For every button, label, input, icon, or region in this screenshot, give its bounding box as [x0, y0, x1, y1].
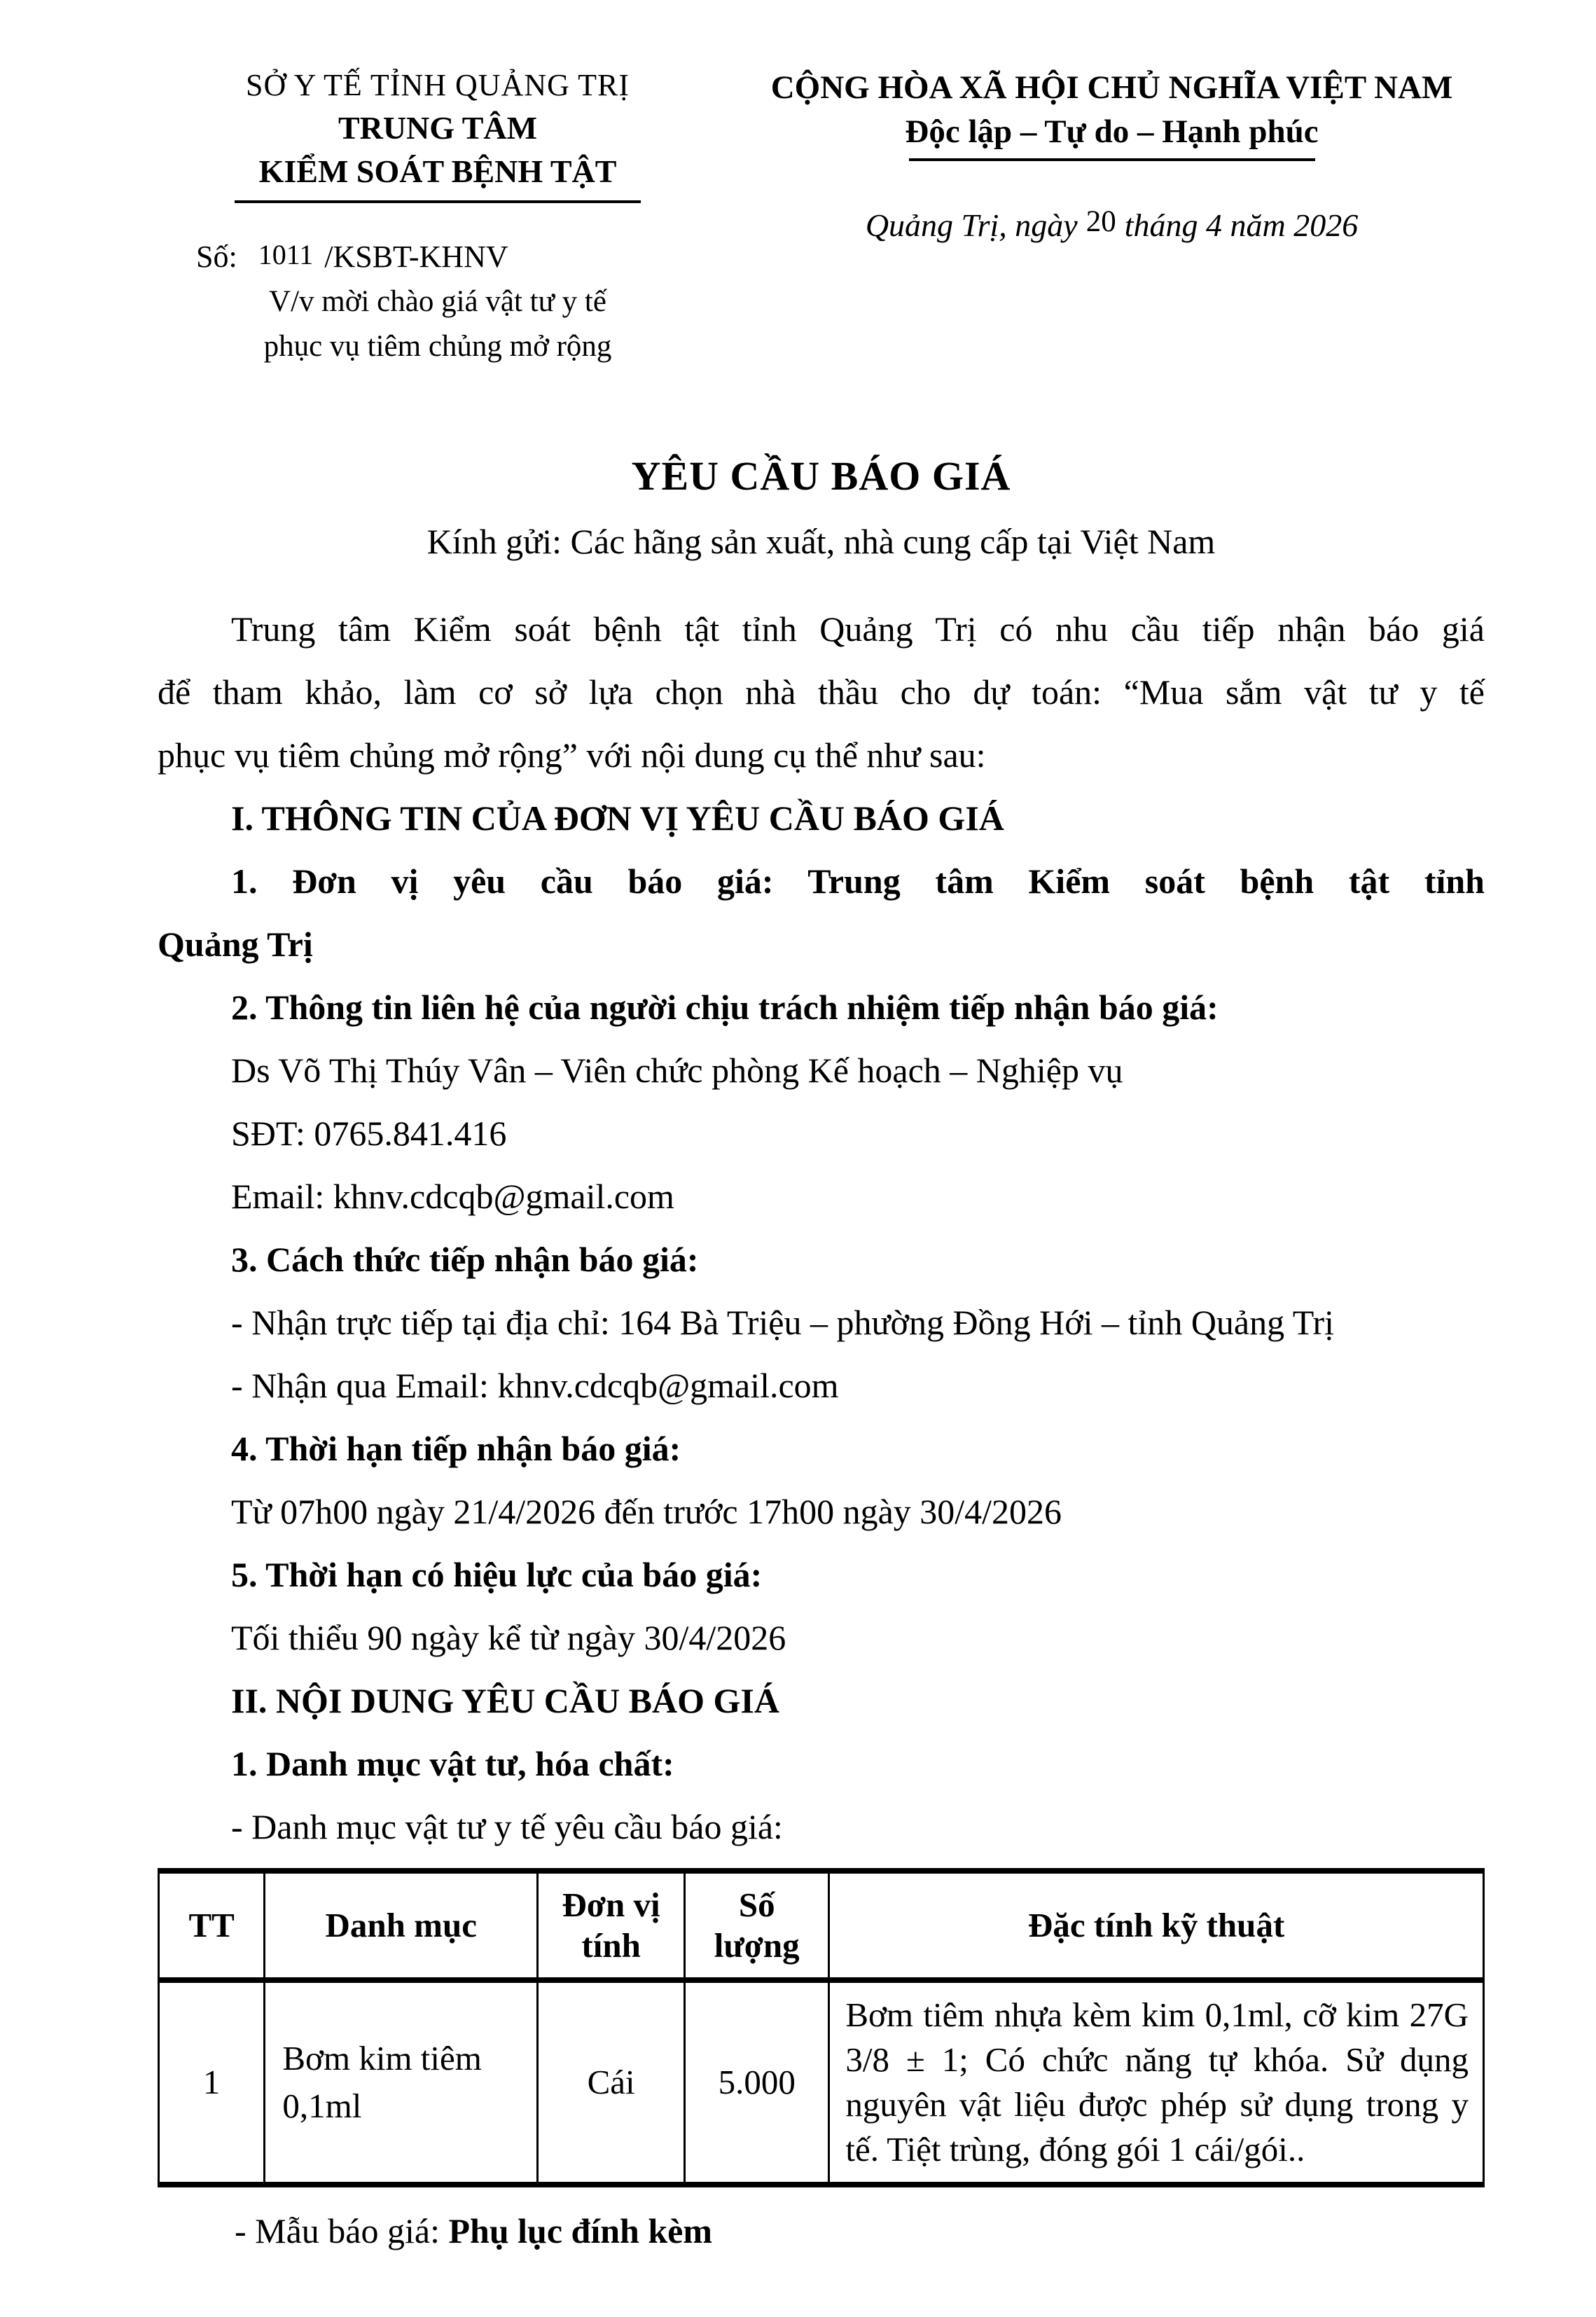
form-note-value: Phụ lục đính kèm — [448, 2211, 712, 2250]
validity-line: Tối thiểu 90 ngày kể từ ngày 30/4/2026 — [231, 1618, 786, 1657]
form-note-label: - Mẫu báo giá: — [235, 2211, 440, 2250]
cell-don-vi-tinh: Cái — [538, 1980, 685, 2185]
contact-phone-line: SĐT: 0765.841.416 — [231, 1114, 507, 1153]
org-name-line-1: TRUNG TÂM — [338, 110, 538, 146]
motto-underline-divider — [909, 158, 1315, 161]
quotation-table — [158, 1868, 1485, 2187]
section-1-heading: I. THÔNG TIN CỦA ĐƠN VỊ YÊU CẦU BÁO GIÁ — [231, 798, 1004, 838]
subject-line-2: phục vụ tiêm chủng mở rộng — [263, 330, 612, 363]
org-underline-divider — [235, 200, 641, 203]
org-name-line-2: KIỂM SOÁT BỆNH TẬT — [258, 153, 617, 189]
table-row — [159, 1980, 1484, 2185]
receive-direct-line: - Nhận trực tiếp tại địa chỉ: 164 Bà Triệu – phường Đồng Hới – tỉnh Quảng Trị — [231, 1303, 1335, 1342]
national-motto-block — [718, 64, 1485, 249]
receive-email-line: - Nhận qua Email: khnv.cdcqb@gmail.com — [231, 1366, 839, 1405]
ref-suffix: /KSBT-KHNV — [324, 240, 508, 274]
deadline-line: Từ 07h00 ngày 21/4/2026 đến trước 17h00 ngày 30/4/2026 — [231, 1492, 1062, 1531]
section-2-heading: II. NỘI DUNG YÊU CẦU BÁO GIÁ — [231, 1681, 779, 1720]
date-line — [739, 203, 1485, 249]
ref-number: 1011 — [258, 239, 314, 270]
date-place-prefix: Quảng Trị, ngày — [865, 207, 1078, 243]
date-suffix: tháng 4 năm 2026 — [1124, 207, 1359, 243]
list-intro-line: - Danh mục vật tư y tế yêu cầu báo giá: — [231, 1807, 783, 1846]
table-header-dac-tinh: Đặc tính kỹ thuật — [829, 1871, 1484, 1980]
table-header-so-luong: Số lượng — [685, 1871, 829, 1980]
cell-tt: 1 — [159, 1980, 265, 2185]
date-day: 20 — [1085, 205, 1116, 238]
table-header-don-vi-tinh: Đơn vị tính — [538, 1871, 685, 1980]
cell-danh-muc: Bơm kim tiêm 0,1ml — [265, 1980, 538, 2185]
intro-line-2: để tham khảo, làm cơ sở lựa chọn nhà thầu cho dự toán: “Mua sắm vật tư y tế — [158, 672, 1485, 712]
item-5-heading: 5. Thời hạn có hiệu lực của báo giá: — [231, 1555, 763, 1594]
item-1-line-1: 1. Đơn vị yêu cầu báo giá: Trung tâm Kiểm soát bệnh tật tỉnh — [231, 862, 1485, 901]
ref-label: Số: — [196, 240, 237, 274]
item-3-heading: 3. Cách thức tiếp nhận báo giá: — [231, 1240, 699, 1279]
document-header — [158, 64, 1485, 369]
list-heading: 1. Danh mục vật tư, hóa chất: — [231, 1744, 674, 1783]
intro-line-3: phục vụ tiêm chủng mở rộng” với nội dung cụ thể như sau: — [158, 735, 986, 775]
subject-line-1: V/v mời chào giá vật tư y tế — [269, 285, 606, 318]
org-parent-name: SỞ Y TẾ TỈNH QUẢNG TRỊ — [246, 68, 630, 102]
item-4-heading: 4. Thời hạn tiếp nhận báo giá: — [231, 1429, 681, 1468]
national-title: CỘNG HÒA XÃ HỘI CHỦ NGHĨA VIỆT NAM — [770, 69, 1453, 106]
intro-line-1: Trung tâm Kiểm soát bệnh tật tỉnh Quảng Trị có nhu cầu tiếp nhận báo giá — [231, 609, 1485, 649]
table-header-row — [159, 1871, 1484, 1980]
cell-so-luong: 5.000 — [685, 1980, 829, 2185]
form-note-line — [235, 2206, 1485, 2256]
contact-email-line: Email: khnv.cdcqb@gmail.com — [231, 1177, 674, 1216]
contact-name-line: Ds Võ Thị Thúy Vân – Viên chức phòng Kế hoạch – Nghiệp vụ — [231, 1051, 1123, 1090]
table-header-danh-muc: Danh mục — [265, 1871, 538, 1980]
salutation-line: Kính gửi: Các hãng sản xuất, nhà cung cấp tại Việt Nam — [426, 522, 1216, 561]
document-title: YÊU CẦU BÁO GIÁ — [631, 453, 1011, 499]
issuing-org-block — [158, 64, 718, 369]
item-2-heading: 2. Thông tin liên hệ của người chịu trách nhiệm tiếp nhận báo giá: — [231, 988, 1219, 1027]
ref-number-line — [158, 235, 718, 279]
item-1-line-2: Quảng Trị — [158, 925, 313, 964]
cell-dac-tinh: Bơm tiêm nhựa kèm kim 0,1ml, cỡ kim 27G 3/8 ± 1; Có chức năng tự khóa. Sử dụng nguyên vật liệu được phép sử dụng trong y tế. Tiệt trùng, đóng gói 1 cái/gói.. — [829, 1980, 1484, 2185]
table-header-tt: TT — [159, 1871, 265, 1980]
national-motto: Độc lập – Tự do – Hạnh phúc — [905, 113, 1319, 150]
document-body — [158, 597, 1485, 2256]
